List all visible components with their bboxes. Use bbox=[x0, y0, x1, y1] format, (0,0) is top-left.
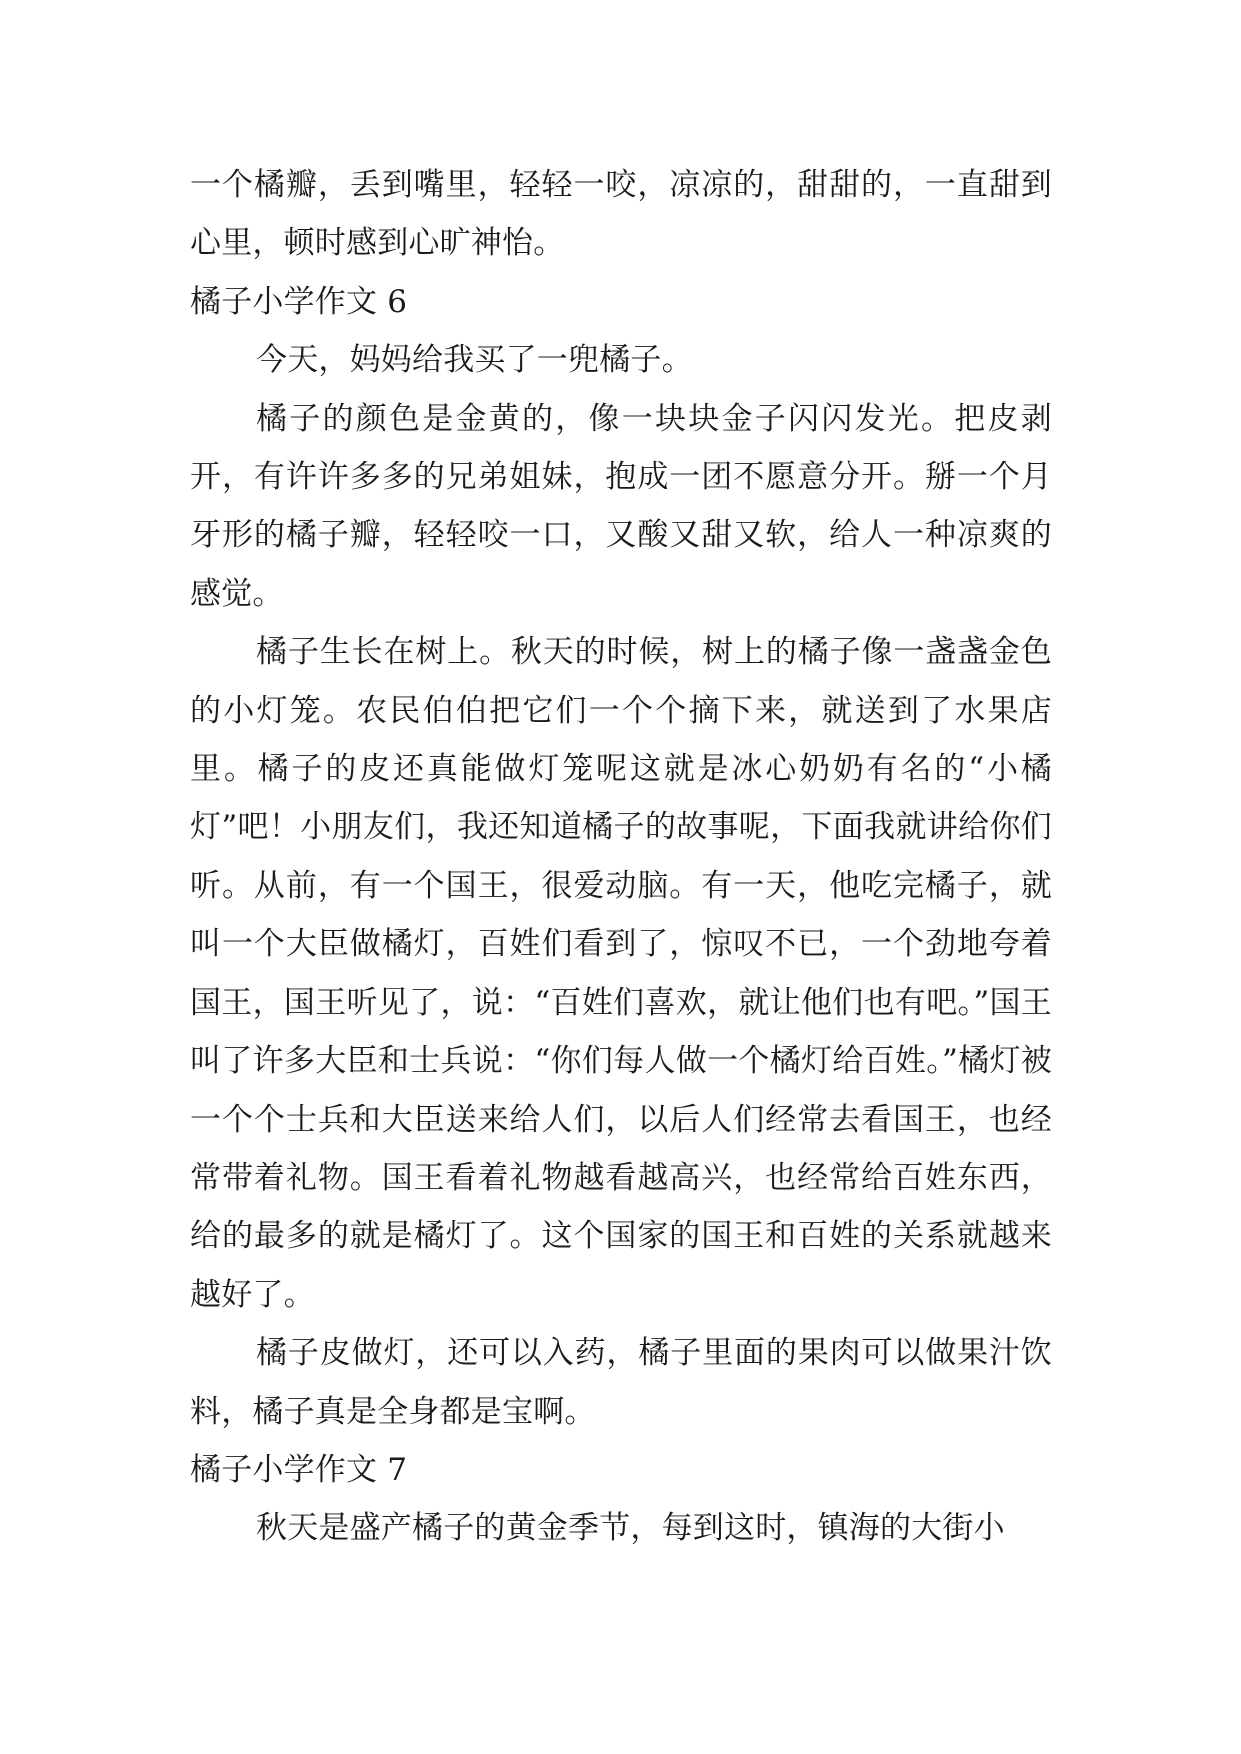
paragraph: 秋天是盛产橘子的黄金季节，每到这时，镇海的大街小 bbox=[256, 1510, 1005, 1547]
section-heading-7: 橘子小学作文 7 bbox=[190, 1451, 408, 1488]
section-heading-6: 橘子小学作文 6 bbox=[190, 283, 408, 320]
document-body bbox=[190, 156, 1052, 1558]
paragraph: 橘子的颜色是金黄的，像一块块金子闪闪发光。把皮剥开，有许许多多的兄弟姐妹，抱成一团不愿意分开。掰一个月牙形的橘子瓣，轻轻咬一口，又酸又甜又软，给人一种凉爽的感觉。 bbox=[190, 400, 1052, 612]
paragraph: 今天，妈妈给我买了一兜橘子。 bbox=[256, 342, 693, 379]
paragraph: 橘子皮做灯，还可以入药，橘子里面的果肉可以做果汁饮料，橘子真是全身都是宝啊。 bbox=[190, 1335, 1052, 1430]
paragraph-continuation: 一个橘瓣，丢到嘴里，轻轻一咬，凉凉的，甜甜的，一直甜到心里，顿时感到心旷神怡。 bbox=[190, 167, 1052, 262]
paragraph: 橘子生长在树上。秋天的时候，树上的橘子像一盏盏金色的小灯笼。农民伯伯把它们一个个摘下来，就送到了水果店里。橘子的皮还真能做灯笼呢这就是冰心奶奶有名的“小橘灯”吧！小朋友们，我还知道橘子的故事呢，下面我就讲给你们听。从前，有一个国王，很爱动脑。有一天，他吃完橘子，就叫一个大臣做橘灯，百姓们看到了，惊叹不已，一个劲地夸着国王，国王听见了，说：“百姓们喜欢，就让他们也有吧。”国王叫了许多大臣和士兵说：“你们每人做一个橘灯给百姓。”橘灯被一个个士兵和大臣送来给人们，以后人们经常去看国王，也经常带着礼物。国王看着礼物越看越高兴，也经常给百姓东西，给的最多的就是橘灯了。这个国家的国王和百姓的关系就越来越好了。 bbox=[190, 634, 1052, 1313]
